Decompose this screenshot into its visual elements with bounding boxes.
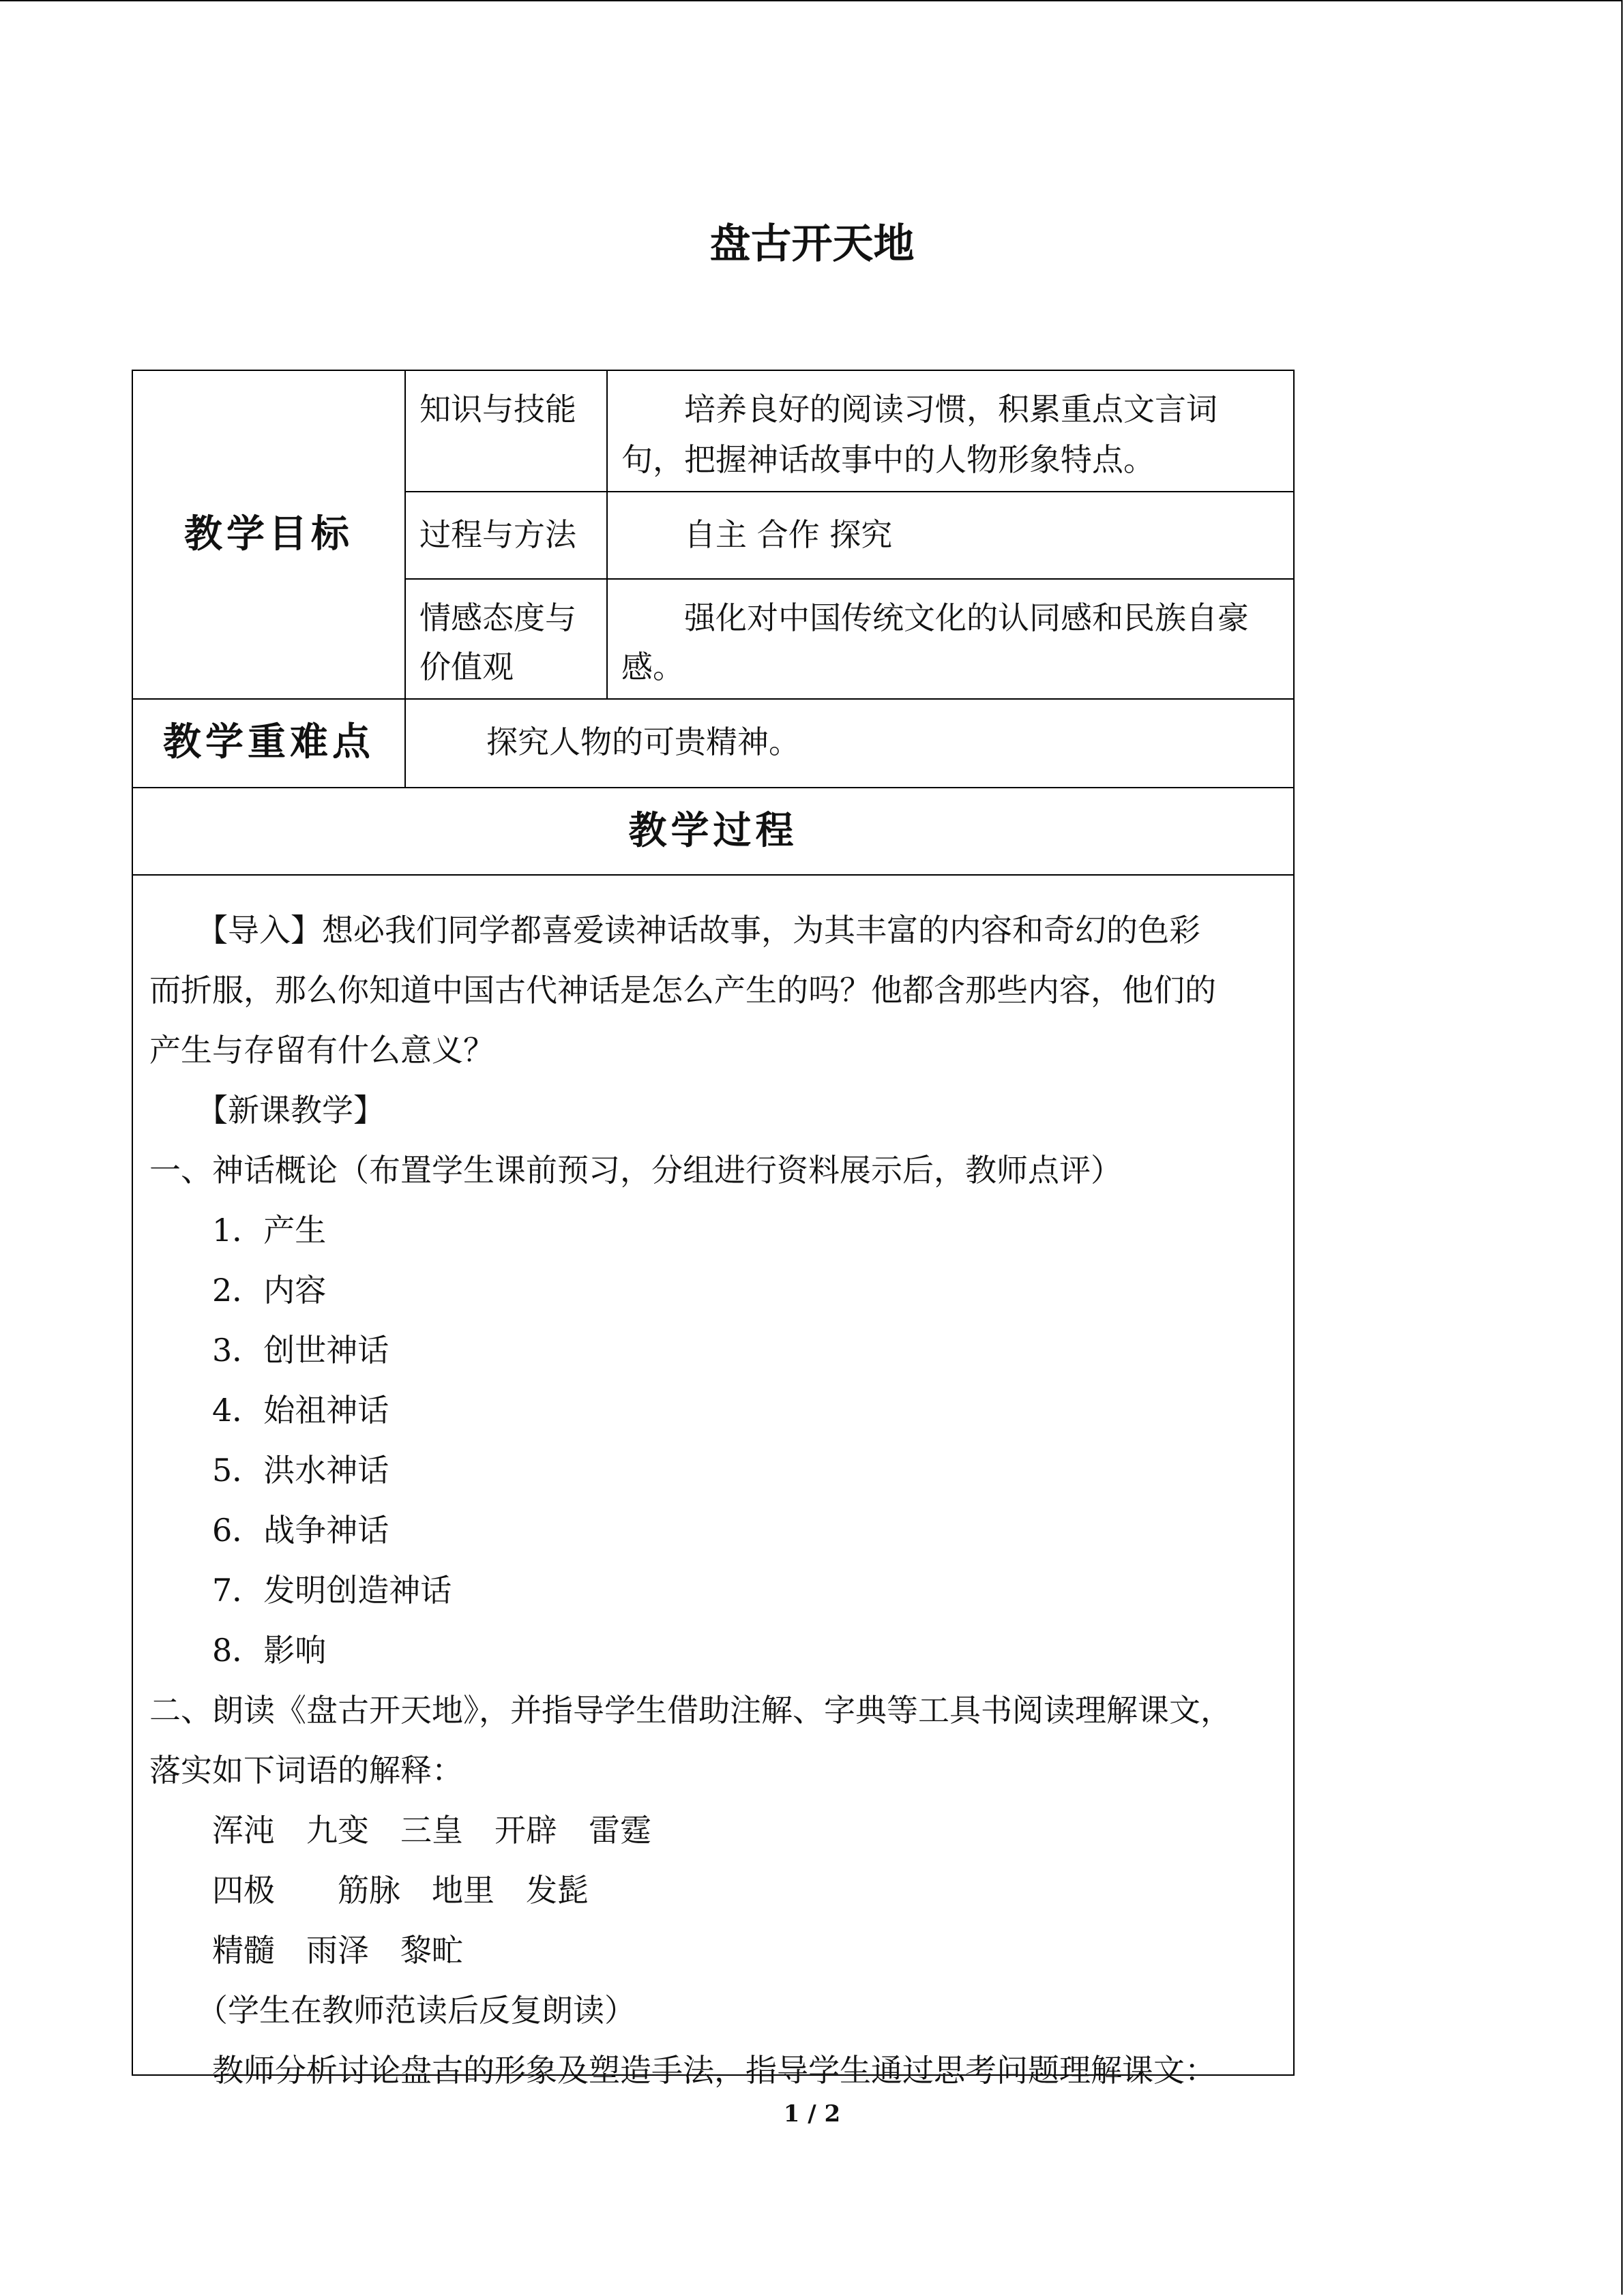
process-line: （学生在教师范读后反复朗读）	[149, 1992, 636, 2029]
process-line: 8．影响	[149, 1632, 327, 1669]
process-line: 1．产生	[149, 1212, 327, 1249]
process-line: 3．创世神话	[149, 1332, 389, 1369]
process-line: 6．战争神话	[149, 1512, 389, 1549]
process-line: 5．洪水神话	[149, 1452, 389, 1489]
objective-name: 知识与技能	[419, 391, 576, 428]
document-title: 盘古开天地	[709, 220, 915, 268]
key-points-label: 教学重难点	[163, 720, 374, 764]
objective-content: 感。	[621, 648, 684, 685]
process-line: 而折服，那么你知道中国古代神话是怎么产生的吗？他都含那些内容，他们的	[149, 972, 1216, 1009]
objectives-label: 教学目标	[184, 512, 353, 556]
row-divider	[404, 491, 1293, 492]
process-line: 二、朗读《盘古开天地》，并指导学生借助注解、字典等工具书阅读理解课文，	[149, 1692, 1232, 1729]
process-line: 一、神话概论（布置学生课前预习，分组进行资料展示后，教师点评）	[149, 1152, 1122, 1189]
objective-content: 培养良好的阅读习惯，积累重点文言词	[621, 391, 1217, 428]
process-line: 7．发明创造神话	[149, 1572, 452, 1609]
process-line: 【导入】想必我们同学都喜爱读神话故事，为其丰富的内容和奇幻的色彩	[149, 912, 1200, 949]
page-number: 1 / 2	[783, 2100, 841, 2128]
process-line: 产生与存留有什么意义？	[149, 1032, 494, 1069]
process-line: 四极 筋脉 地里 发髭	[149, 1872, 589, 1909]
process-line: 落实如下词语的解释：	[149, 1752, 463, 1789]
key-points-content: 探究人物的可贵精神。	[486, 724, 800, 760]
lesson-plan-table	[132, 370, 1295, 2089]
row-divider	[133, 787, 1293, 788]
process-line: 【新课教学】	[149, 1092, 385, 1129]
objective-name: 价值观	[419, 648, 514, 685]
process-line: 教师分析讨论盘古的形象及塑造手法，指导学生通过思考问题理解课文：	[149, 2052, 1216, 2089]
process-line: 精髓 雨泽 黎甿	[149, 1932, 463, 1969]
process-label: 教学过程	[628, 809, 798, 853]
process-line: 浑沌 九变 三皇 开辟 雷霆	[149, 1812, 651, 1849]
process-line: 4．始祖神话	[149, 1392, 389, 1429]
objective-content: 句，把握神话故事中的人物形象特点。	[621, 441, 1155, 478]
objective-content: 自主 合作 探究	[621, 516, 893, 553]
column-divider	[404, 371, 406, 787]
objective-name: 情感态度与	[419, 599, 576, 636]
row-divider	[133, 698, 1293, 700]
column-divider	[606, 371, 608, 698]
row-divider	[133, 874, 1293, 876]
objective-name: 过程与方法	[419, 516, 576, 553]
objective-content: 强化对中国传统文化的认同感和民族自豪	[621, 599, 1249, 636]
row-divider	[404, 578, 1293, 580]
process-line: 2．内容	[149, 1272, 327, 1309]
